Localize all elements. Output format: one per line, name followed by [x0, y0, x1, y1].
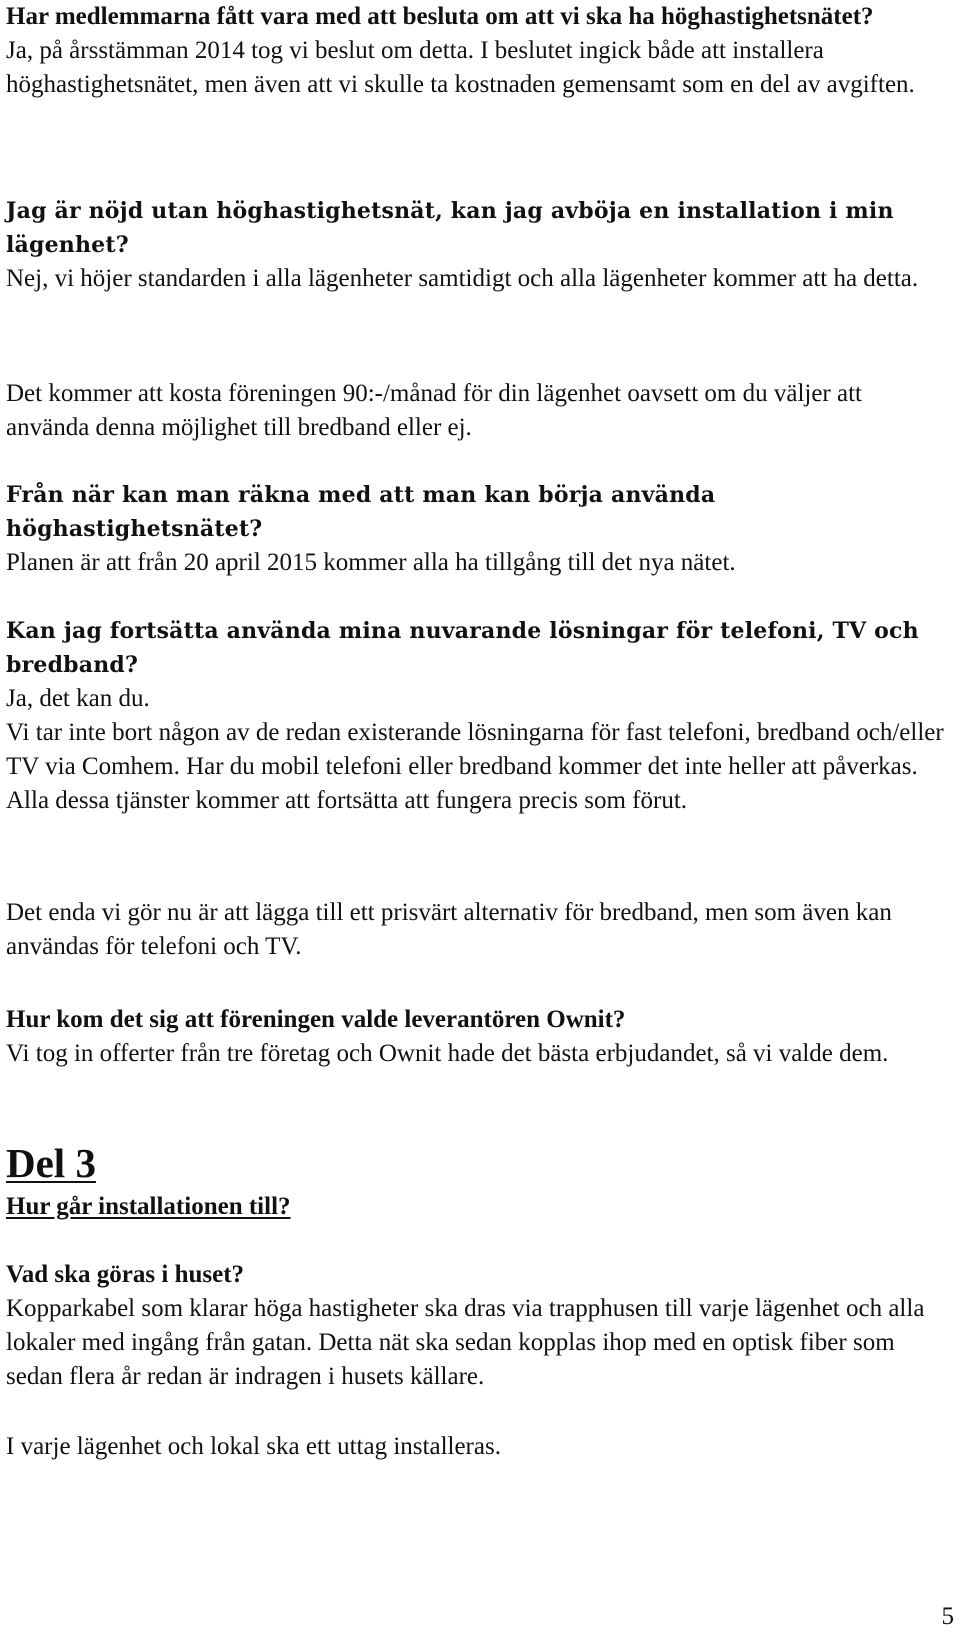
faq-answer-4a: Ja, det kan du.: [6, 685, 150, 712]
faq-extra-text-4: Det enda vi gör nu är att lägga till ett prisvärt alternativ för bredband, men som även kan användas för telefoni och TV.: [6, 899, 892, 960]
faq-question-3: Från när kan man räkna med att man kan börja använda höghastighetsnätet?: [6, 482, 716, 542]
faq-extra-text-2: Det kommer att kosta föreningen 90:-/månad för din lägenhet oavsett om du väljer att använda denna möjlighet till bredband eller ej.: [6, 380, 862, 441]
faq-question-2: Jag är nöjd utan höghastighetsnät, kan jag avböja en installation i min lägenhet?: [6, 198, 894, 258]
faq-item-5: [6, 1003, 946, 1071]
section-question: Vad ska göras i huset?: [6, 1261, 245, 1288]
faq-answer-2: Nej, vi höjer standarden i alla lägenheter samtidigt och alla lägenheter kommer att ha detta.: [6, 265, 919, 292]
faq-item-2: [6, 194, 946, 296]
faq-question-4: Kan jag fortsätta använda mina nuvarande lösningar för telefoni, TV och bredband?: [6, 618, 919, 678]
faq-extra-2: [6, 377, 946, 445]
faq-answer-5: Vi tog in offerter från tre företag och Ownit hade det bästa erbjudandet, så vi valde dem.: [6, 1040, 889, 1067]
section-extra: [6, 1430, 946, 1464]
section-heading: Del 3: [6, 1140, 96, 1186]
faq-item-4: [6, 614, 946, 818]
faq-answer-1: Ja, på årsstämman 2014 tog vi beslut om detta. I beslutet ingick både att installera höghastighetsnätet, men även att vi skulle ta kostnaden gemensamt som en del av avgiften.: [6, 37, 915, 98]
faq-item-1: [6, 0, 946, 102]
faq-extra-4: [6, 896, 946, 964]
section-answer: Kopparkabel som klarar höga hastigheter ska dras via trapphusen till varje lägenhet och alla lokaler med ingång från gatan. Detta nät ska sedan kopplas ihop med en optisk fiber som sedan flera år redan är indragen i husets källare.: [6, 1295, 925, 1390]
section-subheading: Hur går installationen till?: [6, 1193, 291, 1220]
faq-answer-3: Planen är att från 20 april 2015 kommer alla ha tillgång till det nya nätet.: [6, 549, 736, 576]
faq-question-1: Har medlemmarna fått vara med att besluta om att vi ska ha höghastighetsnätet?: [6, 3, 874, 30]
page-number: 5: [941, 1603, 954, 1630]
faq-question-5: Hur kom det sig att föreningen valde leverantören Ownit?: [6, 1006, 626, 1033]
section-qa: [6, 1258, 946, 1394]
faq-answer-4b: Vi tar inte bort någon av de redan existerande lösningarna för fast telefoni, bredband och/eller TV via Comhem. Har du mobil telefoni eller bredband kommer det inte heller att påverkas. Alla dessa tjänster kommer att fortsätta att fungera precis som förut.: [6, 719, 944, 814]
section-extra-text: I varje lägenhet och lokal ska ett uttag installeras.: [6, 1433, 501, 1460]
faq-item-3: [6, 478, 946, 580]
